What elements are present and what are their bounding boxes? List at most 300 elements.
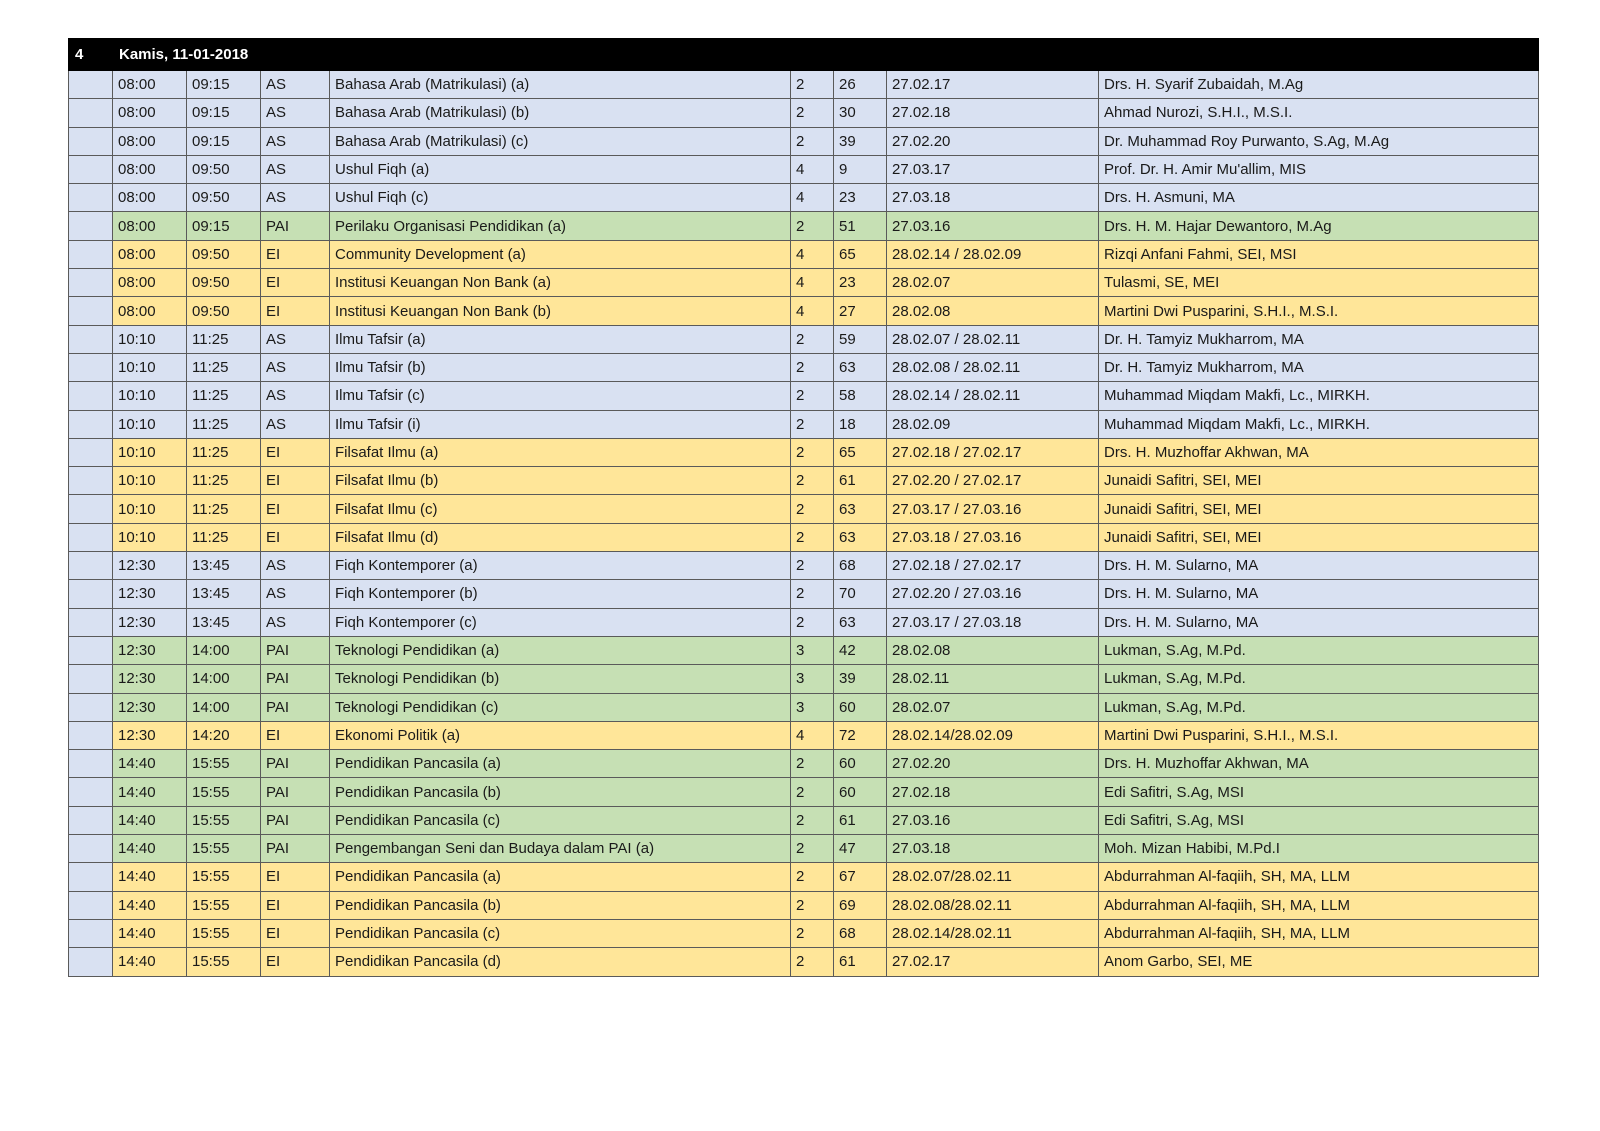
table-row	[69, 636, 1539, 664]
room-cell: 27.02.17	[887, 948, 1099, 976]
schedule-table	[68, 38, 1539, 977]
course-name-cell: Ilmu Tafsir (a)	[330, 325, 791, 353]
lecturer-cell: Lukman, S.Ag, M.Pd.	[1099, 693, 1539, 721]
student-count-cell: 72	[834, 721, 887, 749]
start-time-cell: 14:40	[113, 778, 187, 806]
study-program-cell: EI	[261, 891, 330, 919]
start-time-cell: 14:40	[113, 891, 187, 919]
student-count-cell: 68	[834, 919, 887, 947]
study-program-cell: PAI	[261, 835, 330, 863]
table-row	[69, 184, 1539, 212]
end-time-cell: 15:55	[187, 806, 261, 834]
lecturer-cell: Dr. H. Tamyiz Mukharrom, MA	[1099, 353, 1539, 381]
end-time-cell: 09:15	[187, 71, 261, 99]
table-row	[69, 240, 1539, 268]
lecturer-cell: Drs. H. M. Sularno, MA	[1099, 608, 1539, 636]
room-cell: 27.03.17	[887, 155, 1099, 183]
student-count-cell: 65	[834, 438, 887, 466]
start-time-cell: 14:40	[113, 948, 187, 976]
student-count-cell: 23	[834, 269, 887, 297]
start-time-cell: 08:00	[113, 269, 187, 297]
table-row	[69, 552, 1539, 580]
end-time-cell: 15:55	[187, 750, 261, 778]
study-program-cell: AS	[261, 184, 330, 212]
table-row	[69, 410, 1539, 438]
course-name-cell: Filsafat Ilmu (c)	[330, 495, 791, 523]
student-count-cell: 70	[834, 580, 887, 608]
course-name-cell: Ekonomi Politik (a)	[330, 721, 791, 749]
study-program-cell: EI	[261, 495, 330, 523]
credits-cell: 4	[791, 269, 834, 297]
study-program-cell: AS	[261, 99, 330, 127]
credits-cell: 2	[791, 891, 834, 919]
room-cell: 28.02.14/28.02.09	[887, 721, 1099, 749]
lecturer-cell: Edi Safitri, S.Ag, MSI	[1099, 778, 1539, 806]
start-time-cell: 14:40	[113, 863, 187, 891]
credits-cell: 2	[791, 835, 834, 863]
course-name-cell: Teknologi Pendidikan (a)	[330, 636, 791, 664]
study-program-cell: AS	[261, 127, 330, 155]
end-time-cell: 14:20	[187, 721, 261, 749]
end-time-cell: 15:55	[187, 863, 261, 891]
student-count-cell: 63	[834, 495, 887, 523]
room-cell: 28.02.07	[887, 693, 1099, 721]
credits-cell: 4	[791, 184, 834, 212]
end-time-cell: 14:00	[187, 636, 261, 664]
course-name-cell: Bahasa Arab (Matrikulasi) (b)	[330, 99, 791, 127]
lecturer-cell: Junaidi Safitri, SEI, MEI	[1099, 495, 1539, 523]
study-program-cell: PAI	[261, 665, 330, 693]
course-name-cell: Pendidikan Pancasila (b)	[330, 891, 791, 919]
lecturer-cell: Drs. H. Syarif Zubaidah, M.Ag	[1099, 71, 1539, 99]
credits-cell: 2	[791, 99, 834, 127]
schedule-sheet	[68, 38, 1538, 977]
row-number-cell	[69, 71, 113, 99]
study-program-cell: AS	[261, 155, 330, 183]
lecturer-cell: Lukman, S.Ag, M.Pd.	[1099, 636, 1539, 664]
table-row	[69, 835, 1539, 863]
lecturer-cell: Drs. H. M. Sularno, MA	[1099, 580, 1539, 608]
start-time-cell: 08:00	[113, 184, 187, 212]
study-program-cell: AS	[261, 580, 330, 608]
lecturer-cell: Anom Garbo, SEI, ME	[1099, 948, 1539, 976]
student-count-cell: 59	[834, 325, 887, 353]
course-name-cell: Pendidikan Pancasila (b)	[330, 778, 791, 806]
end-time-cell: 15:55	[187, 919, 261, 947]
row-number-cell	[69, 325, 113, 353]
study-program-cell: AS	[261, 410, 330, 438]
row-number-cell	[69, 636, 113, 664]
day-number: 4	[69, 39, 113, 71]
row-number-cell	[69, 948, 113, 976]
study-program-cell: PAI	[261, 778, 330, 806]
end-time-cell: 09:50	[187, 297, 261, 325]
credits-cell: 2	[791, 750, 834, 778]
start-time-cell: 08:00	[113, 240, 187, 268]
row-number-cell	[69, 467, 113, 495]
row-number-cell	[69, 835, 113, 863]
course-name-cell: Fiqh Kontemporer (b)	[330, 580, 791, 608]
study-program-cell: EI	[261, 467, 330, 495]
end-time-cell: 09:50	[187, 240, 261, 268]
study-program-cell: PAI	[261, 693, 330, 721]
room-cell: 27.03.17 / 27.03.16	[887, 495, 1099, 523]
start-time-cell: 10:10	[113, 467, 187, 495]
row-number-cell	[69, 750, 113, 778]
room-cell: 27.03.16	[887, 806, 1099, 834]
study-program-cell: AS	[261, 382, 330, 410]
room-cell: 28.02.14 / 28.02.09	[887, 240, 1099, 268]
lecturer-cell: Drs. H. Muzhoffar Akhwan, MA	[1099, 750, 1539, 778]
student-count-cell: 47	[834, 835, 887, 863]
lecturer-cell: Rizqi Anfani Fahmi, SEI, MSI	[1099, 240, 1539, 268]
lecturer-cell: Dr. Muhammad Roy Purwanto, S.Ag, M.Ag	[1099, 127, 1539, 155]
course-name-cell: Fiqh Kontemporer (c)	[330, 608, 791, 636]
end-time-cell: 11:25	[187, 523, 261, 551]
study-program-cell: PAI	[261, 636, 330, 664]
row-number-cell	[69, 184, 113, 212]
row-number-cell	[69, 495, 113, 523]
course-name-cell: Ilmu Tafsir (b)	[330, 353, 791, 381]
credits-cell: 3	[791, 636, 834, 664]
study-program-cell: AS	[261, 71, 330, 99]
lecturer-cell: Junaidi Safitri, SEI, MEI	[1099, 467, 1539, 495]
credits-cell: 2	[791, 523, 834, 551]
start-time-cell: 08:00	[113, 127, 187, 155]
table-row	[69, 297, 1539, 325]
day-header-row	[69, 39, 1539, 71]
table-row	[69, 523, 1539, 551]
day-label: Kamis, 11-01-2018	[113, 39, 1539, 71]
credits-cell: 2	[791, 127, 834, 155]
course-name-cell: Pendidikan Pancasila (d)	[330, 948, 791, 976]
table-row	[69, 863, 1539, 891]
table-row	[69, 778, 1539, 806]
end-time-cell: 11:25	[187, 467, 261, 495]
lecturer-cell: Abdurrahman Al-faqiih, SH, MA, LLM	[1099, 863, 1539, 891]
end-time-cell: 11:25	[187, 382, 261, 410]
end-time-cell: 15:55	[187, 891, 261, 919]
table-row	[69, 580, 1539, 608]
room-cell: 28.02.08	[887, 297, 1099, 325]
end-time-cell: 15:55	[187, 948, 261, 976]
start-time-cell: 08:00	[113, 99, 187, 127]
end-time-cell: 09:50	[187, 269, 261, 297]
end-time-cell: 11:25	[187, 438, 261, 466]
start-time-cell: 10:10	[113, 495, 187, 523]
study-program-cell: AS	[261, 325, 330, 353]
row-number-cell	[69, 665, 113, 693]
lecturer-cell: Drs. H. M. Hajar Dewantoro, M.Ag	[1099, 212, 1539, 240]
row-number-cell	[69, 806, 113, 834]
student-count-cell: 9	[834, 155, 887, 183]
course-name-cell: Community Development (a)	[330, 240, 791, 268]
credits-cell: 4	[791, 721, 834, 749]
start-time-cell: 08:00	[113, 212, 187, 240]
course-name-cell: Ilmu Tafsir (c)	[330, 382, 791, 410]
start-time-cell: 10:10	[113, 523, 187, 551]
end-time-cell: 13:45	[187, 580, 261, 608]
credits-cell: 2	[791, 552, 834, 580]
study-program-cell: EI	[261, 919, 330, 947]
credits-cell: 3	[791, 665, 834, 693]
credits-cell: 4	[791, 155, 834, 183]
start-time-cell: 12:30	[113, 665, 187, 693]
room-cell: 28.02.09	[887, 410, 1099, 438]
row-number-cell	[69, 212, 113, 240]
table-row	[69, 99, 1539, 127]
room-cell: 27.02.17	[887, 71, 1099, 99]
study-program-cell: EI	[261, 269, 330, 297]
room-cell: 27.03.17 / 27.03.18	[887, 608, 1099, 636]
course-name-cell: Fiqh Kontemporer (a)	[330, 552, 791, 580]
study-program-cell: EI	[261, 948, 330, 976]
table-row	[69, 127, 1539, 155]
table-row	[69, 438, 1539, 466]
study-program-cell: PAI	[261, 806, 330, 834]
credits-cell: 2	[791, 580, 834, 608]
room-cell: 28.02.07/28.02.11	[887, 863, 1099, 891]
start-time-cell: 10:10	[113, 410, 187, 438]
table-row	[69, 665, 1539, 693]
end-time-cell: 09:15	[187, 99, 261, 127]
student-count-cell: 39	[834, 127, 887, 155]
course-name-cell: Institusi Keuangan Non Bank (a)	[330, 269, 791, 297]
table-row	[69, 353, 1539, 381]
student-count-cell: 30	[834, 99, 887, 127]
row-number-cell	[69, 778, 113, 806]
room-cell: 27.02.20 / 27.02.17	[887, 467, 1099, 495]
row-number-cell	[69, 891, 113, 919]
credits-cell: 2	[791, 806, 834, 834]
start-time-cell: 08:00	[113, 155, 187, 183]
course-name-cell: Ushul Fiqh (a)	[330, 155, 791, 183]
student-count-cell: 65	[834, 240, 887, 268]
end-time-cell: 11:25	[187, 353, 261, 381]
end-time-cell: 15:55	[187, 778, 261, 806]
row-number-cell	[69, 863, 113, 891]
table-row	[69, 750, 1539, 778]
row-number-cell	[69, 721, 113, 749]
study-program-cell: EI	[261, 240, 330, 268]
end-time-cell: 15:55	[187, 835, 261, 863]
table-row	[69, 269, 1539, 297]
start-time-cell: 14:40	[113, 919, 187, 947]
lecturer-cell: Drs. H. Muzhoffar Akhwan, MA	[1099, 438, 1539, 466]
credits-cell: 4	[791, 297, 834, 325]
course-name-cell: Filsafat Ilmu (d)	[330, 523, 791, 551]
student-count-cell: 63	[834, 608, 887, 636]
lecturer-cell: Martini Dwi Pusparini, S.H.I., M.S.I.	[1099, 297, 1539, 325]
start-time-cell: 14:40	[113, 835, 187, 863]
lecturer-cell: Edi Safitri, S.Ag, MSI	[1099, 806, 1539, 834]
row-number-cell	[69, 99, 113, 127]
student-count-cell: 61	[834, 806, 887, 834]
table-row	[69, 891, 1539, 919]
credits-cell: 2	[791, 778, 834, 806]
table-row	[69, 721, 1539, 749]
student-count-cell: 67	[834, 863, 887, 891]
credits-cell: 2	[791, 71, 834, 99]
row-number-cell	[69, 608, 113, 636]
end-time-cell: 14:00	[187, 693, 261, 721]
table-row	[69, 155, 1539, 183]
study-program-cell: EI	[261, 523, 330, 551]
room-cell: 27.03.18 / 27.03.16	[887, 523, 1099, 551]
start-time-cell: 12:30	[113, 636, 187, 664]
row-number-cell	[69, 438, 113, 466]
lecturer-cell: Moh. Mizan Habibi, M.Pd.I	[1099, 835, 1539, 863]
row-number-cell	[69, 155, 113, 183]
student-count-cell: 58	[834, 382, 887, 410]
room-cell: 27.03.16	[887, 212, 1099, 240]
end-time-cell: 13:45	[187, 608, 261, 636]
start-time-cell: 12:30	[113, 580, 187, 608]
course-name-cell: Pendidikan Pancasila (a)	[330, 863, 791, 891]
end-time-cell: 13:45	[187, 552, 261, 580]
room-cell: 27.02.20	[887, 127, 1099, 155]
credits-cell: 2	[791, 863, 834, 891]
lecturer-cell: Dr. H. Tamyiz Mukharrom, MA	[1099, 325, 1539, 353]
student-count-cell: 51	[834, 212, 887, 240]
student-count-cell: 26	[834, 71, 887, 99]
credits-cell: 2	[791, 608, 834, 636]
lecturer-cell: Ahmad Nurozi, S.H.I., M.S.I.	[1099, 99, 1539, 127]
start-time-cell: 08:00	[113, 297, 187, 325]
room-cell: 28.02.14/28.02.11	[887, 919, 1099, 947]
study-program-cell: PAI	[261, 212, 330, 240]
credits-cell: 2	[791, 919, 834, 947]
room-cell: 28.02.08/28.02.11	[887, 891, 1099, 919]
credits-cell: 2	[791, 467, 834, 495]
student-count-cell: 60	[834, 750, 887, 778]
room-cell: 27.02.18 / 27.02.17	[887, 552, 1099, 580]
lecturer-cell: Abdurrahman Al-faqiih, SH, MA, LLM	[1099, 891, 1539, 919]
course-name-cell: Perilaku Organisasi Pendidikan (a)	[330, 212, 791, 240]
lecturer-cell: Junaidi Safitri, SEI, MEI	[1099, 523, 1539, 551]
row-number-cell	[69, 269, 113, 297]
study-program-cell: EI	[261, 721, 330, 749]
row-number-cell	[69, 693, 113, 721]
credits-cell: 2	[791, 410, 834, 438]
row-number-cell	[69, 580, 113, 608]
room-cell: 27.03.18	[887, 184, 1099, 212]
course-name-cell: Filsafat Ilmu (a)	[330, 438, 791, 466]
room-cell: 27.02.18	[887, 778, 1099, 806]
start-time-cell: 10:10	[113, 353, 187, 381]
course-name-cell: Ushul Fiqh (c)	[330, 184, 791, 212]
course-name-cell: Pendidikan Pancasila (a)	[330, 750, 791, 778]
course-name-cell: Pendidikan Pancasila (c)	[330, 806, 791, 834]
table-row	[69, 919, 1539, 947]
student-count-cell: 61	[834, 467, 887, 495]
row-number-cell	[69, 382, 113, 410]
start-time-cell: 12:30	[113, 721, 187, 749]
course-name-cell: Bahasa Arab (Matrikulasi) (c)	[330, 127, 791, 155]
table-row	[69, 806, 1539, 834]
lecturer-cell: Muhammad Miqdam Makfi, Lc., MIRKH.	[1099, 410, 1539, 438]
end-time-cell: 11:25	[187, 325, 261, 353]
course-name-cell: Filsafat Ilmu (b)	[330, 467, 791, 495]
student-count-cell: 39	[834, 665, 887, 693]
room-cell: 28.02.07	[887, 269, 1099, 297]
table-row	[69, 467, 1539, 495]
credits-cell: 3	[791, 693, 834, 721]
room-cell: 28.02.08	[887, 636, 1099, 664]
table-row	[69, 693, 1539, 721]
course-name-cell: Teknologi Pendidikan (c)	[330, 693, 791, 721]
student-count-cell: 69	[834, 891, 887, 919]
room-cell: 27.02.18 / 27.02.17	[887, 438, 1099, 466]
study-program-cell: PAI	[261, 750, 330, 778]
start-time-cell: 12:30	[113, 552, 187, 580]
table-row	[69, 608, 1539, 636]
row-number-cell	[69, 410, 113, 438]
credits-cell: 2	[791, 382, 834, 410]
end-time-cell: 09:50	[187, 155, 261, 183]
room-cell: 28.02.11	[887, 665, 1099, 693]
row-number-cell	[69, 353, 113, 381]
room-cell: 27.02.20 / 27.03.16	[887, 580, 1099, 608]
student-count-cell: 63	[834, 353, 887, 381]
end-time-cell: 09:50	[187, 184, 261, 212]
row-number-cell	[69, 240, 113, 268]
course-name-cell: Teknologi Pendidikan (b)	[330, 665, 791, 693]
student-count-cell: 27	[834, 297, 887, 325]
schedule-body	[69, 71, 1539, 977]
start-time-cell: 10:10	[113, 325, 187, 353]
end-time-cell: 11:25	[187, 495, 261, 523]
student-count-cell: 42	[834, 636, 887, 664]
room-cell: 28.02.08 / 28.02.11	[887, 353, 1099, 381]
study-program-cell: EI	[261, 297, 330, 325]
table-row	[69, 71, 1539, 99]
room-cell: 28.02.07 / 28.02.11	[887, 325, 1099, 353]
lecturer-cell: Drs. H. Asmuni, MA	[1099, 184, 1539, 212]
study-program-cell: AS	[261, 552, 330, 580]
start-time-cell: 10:10	[113, 382, 187, 410]
student-count-cell: 68	[834, 552, 887, 580]
student-count-cell: 60	[834, 693, 887, 721]
start-time-cell: 14:40	[113, 750, 187, 778]
student-count-cell: 61	[834, 948, 887, 976]
row-number-cell	[69, 523, 113, 551]
table-row	[69, 495, 1539, 523]
lecturer-cell: Abdurrahman Al-faqiih, SH, MA, LLM	[1099, 919, 1539, 947]
lecturer-cell: Muhammad Miqdam Makfi, Lc., MIRKH.	[1099, 382, 1539, 410]
table-row	[69, 948, 1539, 976]
row-number-cell	[69, 297, 113, 325]
lecturer-cell: Martini Dwi Pusparini, S.H.I., M.S.I.	[1099, 721, 1539, 749]
row-number-cell	[69, 919, 113, 947]
start-time-cell: 14:40	[113, 806, 187, 834]
student-count-cell: 18	[834, 410, 887, 438]
study-program-cell: AS	[261, 353, 330, 381]
credits-cell: 2	[791, 495, 834, 523]
credits-cell: 2	[791, 948, 834, 976]
student-count-cell: 60	[834, 778, 887, 806]
row-number-cell	[69, 127, 113, 155]
table-row	[69, 325, 1539, 353]
lecturer-cell: Lukman, S.Ag, M.Pd.	[1099, 665, 1539, 693]
course-name-cell: Bahasa Arab (Matrikulasi) (a)	[330, 71, 791, 99]
end-time-cell: 09:15	[187, 127, 261, 155]
start-time-cell: 08:00	[113, 71, 187, 99]
room-cell: 27.03.18	[887, 835, 1099, 863]
lecturer-cell: Prof. Dr. H. Amir Mu'allim, MIS	[1099, 155, 1539, 183]
room-cell: 28.02.14 / 28.02.11	[887, 382, 1099, 410]
lecturer-cell: Tulasmi, SE, MEI	[1099, 269, 1539, 297]
